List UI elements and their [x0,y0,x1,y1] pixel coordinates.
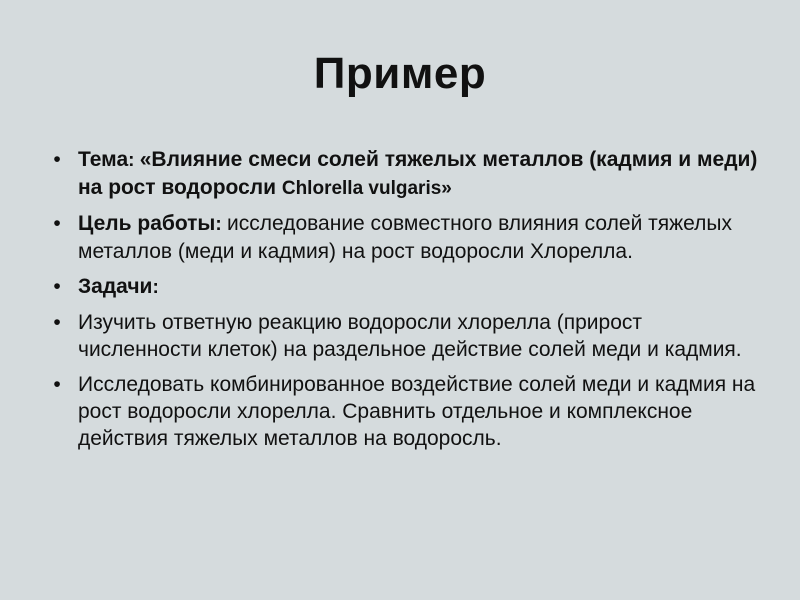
tasks-colon: : [152,277,159,298]
topic-colon: : [128,150,140,171]
bullet-dot-icon: • [53,212,61,235]
goal-label: Цель работы [78,212,216,235]
bullet-dot-icon: • [53,373,61,396]
slide-title: Пример [313,49,487,98]
topic-label: Тема [78,148,129,171]
bullet-tasks-heading [48,273,760,301]
bullet-topic [48,146,760,202]
bullet-list [48,146,760,460]
task-1-text: Изучить ответную реакцию водоросли хлорелла (прирост численности клеток) на раздельное действие солей меди и кадмия. [78,311,742,361]
task-2-text: Исследовать комбинированное воздействие солей меди и кадмия на рост водоросли хлорелла. Сравнить отдельное и комплексное действия тяжелых металлов на водоросль. [78,373,756,450]
bullet-dot-icon: • [53,275,61,298]
bullet-dot-icon: • [53,148,61,171]
tasks-label: Задачи [78,275,153,298]
bullet-task-2 [48,371,760,452]
topic-text: «Влияние смеси солей тяжелых металлов (кадмия и меди) на рост водоросли [78,148,758,199]
goal-text: исследование совместного влияния солей тяжелых металлов (меди и кадмия) на рост водоросли Хлорелла. [78,212,732,263]
topic-latin-name: Chlorella vulgaris» [281,178,452,199]
bullet-task-1 [48,309,760,363]
bullet-goal [48,210,760,265]
goal-colon: : [215,214,227,235]
bullet-dot-icon: • [53,311,61,334]
